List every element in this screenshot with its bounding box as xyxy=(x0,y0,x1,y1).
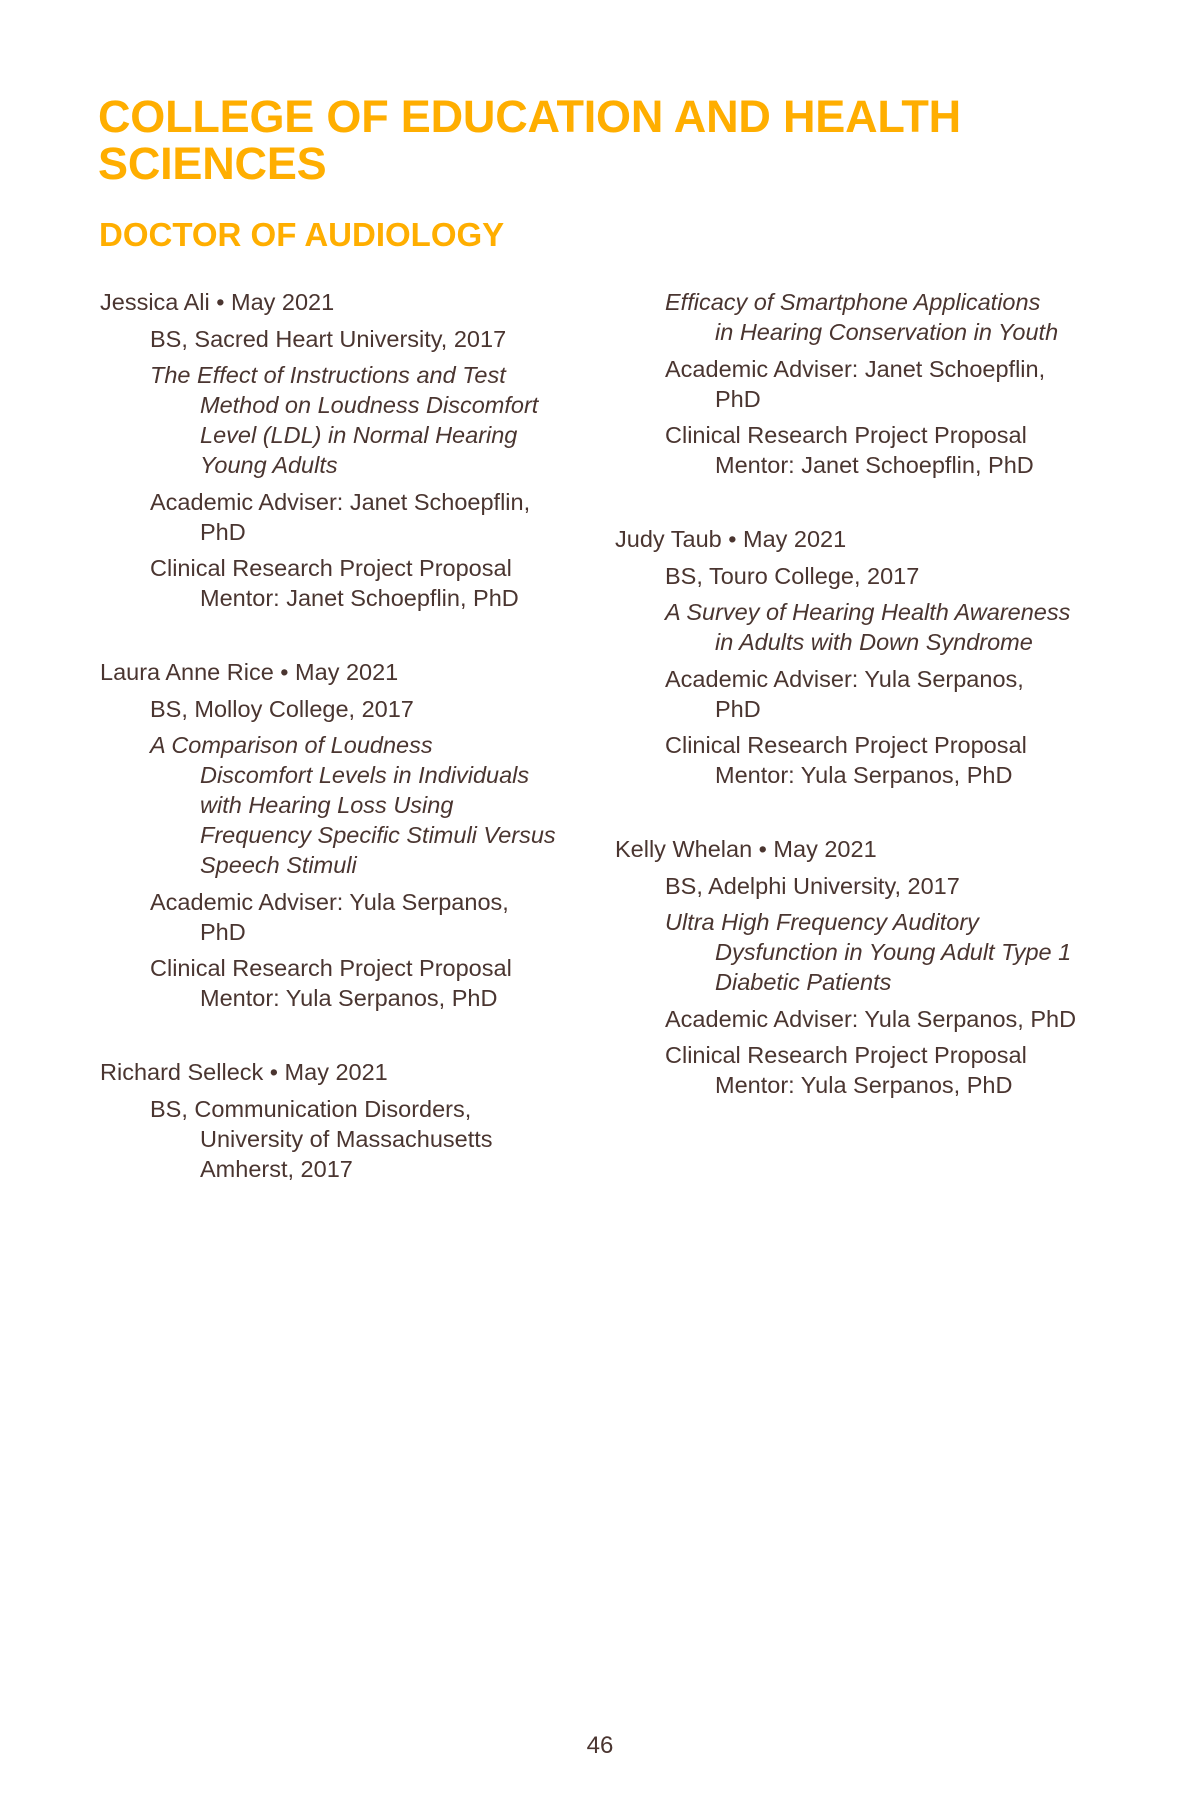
mentor-line: Mentor: Yula Serpanos, PhD xyxy=(200,985,498,1011)
project-title-line: Young Adults xyxy=(200,452,338,478)
project-title-line: A Survey of Hearing Health Awareness xyxy=(665,599,1071,625)
project-mentor xyxy=(615,730,1115,790)
graduate-entry-kelly-whelan xyxy=(615,834,1115,1100)
graduate-entry-laura-anne-rice xyxy=(100,657,600,1013)
academic-adviser xyxy=(100,487,600,547)
left-column xyxy=(100,287,600,1184)
project-title xyxy=(100,730,600,880)
mentor-line: Clinical Research Project Proposal xyxy=(665,422,1027,448)
project-title-line: in Hearing Conservation in Youth xyxy=(715,319,1059,345)
project-mentor xyxy=(615,1040,1115,1100)
adviser-line: PhD xyxy=(715,695,761,722)
college-title-line-1: COLLEGE OF EDUCATION AND HEALTH xyxy=(98,91,961,142)
project-mentor xyxy=(100,553,600,613)
project-mentor xyxy=(615,420,1115,480)
academic-adviser xyxy=(615,664,1115,724)
project-title xyxy=(615,907,1115,997)
graduate-entry-richard-selleck-continued xyxy=(615,287,1115,480)
project-mentor xyxy=(100,953,600,1013)
degree xyxy=(100,694,600,724)
adviser-line: Academic Adviser: Yula Serpanos, xyxy=(665,665,1024,692)
project-title-line: Speech Stimuli xyxy=(200,852,357,878)
degree-line: BS, Sacred Heart University, 2017 xyxy=(150,325,507,352)
adviser-line: Academic Adviser: Janet Schoepflin, xyxy=(665,355,1046,382)
degree-line: University of Massachusetts xyxy=(200,1125,493,1152)
degree xyxy=(100,324,600,354)
graduate-name-line: Richard Selleck • May 2021 xyxy=(100,1059,388,1085)
project-title-line: Ultra High Frequency Auditory xyxy=(665,909,979,935)
mentor-line: Clinical Research Project Proposal xyxy=(665,732,1027,758)
adviser-line: Academic Adviser: Yula Serpanos, xyxy=(150,888,509,915)
degree-line: BS, Adelphi University, 2017 xyxy=(665,872,960,899)
project-title-line: Dysfunction in Young Adult Type 1 xyxy=(715,939,1072,965)
project-title-line: Discomfort Levels in Individuals xyxy=(200,762,530,788)
graduate-name-line: Laura Anne Rice • May 2021 xyxy=(100,659,399,685)
project-title-line: A Comparison of Loudness xyxy=(150,732,433,758)
mentor-line: Mentor: Janet Schoepflin, PhD xyxy=(715,452,1034,478)
mentor-line: Clinical Research Project Proposal xyxy=(150,955,512,981)
graduate-entry-judy-taub xyxy=(615,524,1115,790)
project-title-line: The Effect of Instructions and Test xyxy=(150,362,506,388)
project-title-line: Diabetic Patients xyxy=(715,969,892,995)
mentor-line: Mentor: Yula Serpanos, PhD xyxy=(715,1072,1013,1098)
degree xyxy=(615,561,1115,591)
mentor-line: Mentor: Janet Schoepflin, PhD xyxy=(200,585,519,611)
mentor-line: Clinical Research Project Proposal xyxy=(665,1042,1027,1068)
mentor-line: Clinical Research Project Proposal xyxy=(150,555,512,581)
right-column xyxy=(615,287,1115,1100)
project-title-line: in Adults with Down Syndrome xyxy=(715,629,1033,655)
adviser-line: Academic Adviser: Janet Schoepflin, xyxy=(150,488,531,515)
mentor-line: Mentor: Yula Serpanos, PhD xyxy=(715,762,1013,788)
project-title xyxy=(100,360,600,480)
college-title-line-2: SCIENCES xyxy=(98,138,327,189)
academic-adviser xyxy=(100,887,600,947)
academic-adviser xyxy=(615,354,1115,414)
page-number: 46 xyxy=(586,1732,614,1759)
academic-adviser xyxy=(615,1004,1115,1034)
degree-line: BS, Molloy College, 2017 xyxy=(150,695,414,722)
project-title xyxy=(615,597,1115,657)
adviser-line: PhD xyxy=(200,918,246,945)
project-title-line: Frequency Specific Stimuli Versus xyxy=(200,822,556,848)
project-title-line: Method on Loudness Discomfort xyxy=(200,392,539,418)
graduate-name-line: Kelly Whelan • May 2021 xyxy=(615,836,877,862)
graduate-entry-richard-selleck xyxy=(100,1057,600,1184)
graduate-name-line: Judy Taub • May 2021 xyxy=(615,526,847,552)
adviser-line: PhD xyxy=(715,385,761,412)
adviser-line: PhD xyxy=(200,518,246,545)
degree xyxy=(615,871,1115,901)
degree xyxy=(100,1094,600,1184)
adviser-line: Academic Adviser: Yula Serpanos, PhD xyxy=(665,1005,1077,1032)
degree-line: BS, Touro College, 2017 xyxy=(665,562,920,589)
project-title-line: Efficacy of Smartphone Applications xyxy=(665,289,1041,315)
graduate-entry-jessica-ali xyxy=(100,287,600,613)
program-title: DOCTOR OF AUDIOLOGY xyxy=(99,216,505,253)
project-title-line: Level (LDL) in Normal Hearing xyxy=(200,422,518,448)
degree-line: BS, Communication Disorders, xyxy=(150,1095,472,1122)
college-title xyxy=(98,93,961,187)
graduate-name-line: Jessica Ali • May 2021 xyxy=(100,289,335,315)
degree-line: Amherst, 2017 xyxy=(200,1155,353,1182)
project-title xyxy=(615,287,1115,347)
project-title-line: with Hearing Loss Using xyxy=(200,792,454,818)
